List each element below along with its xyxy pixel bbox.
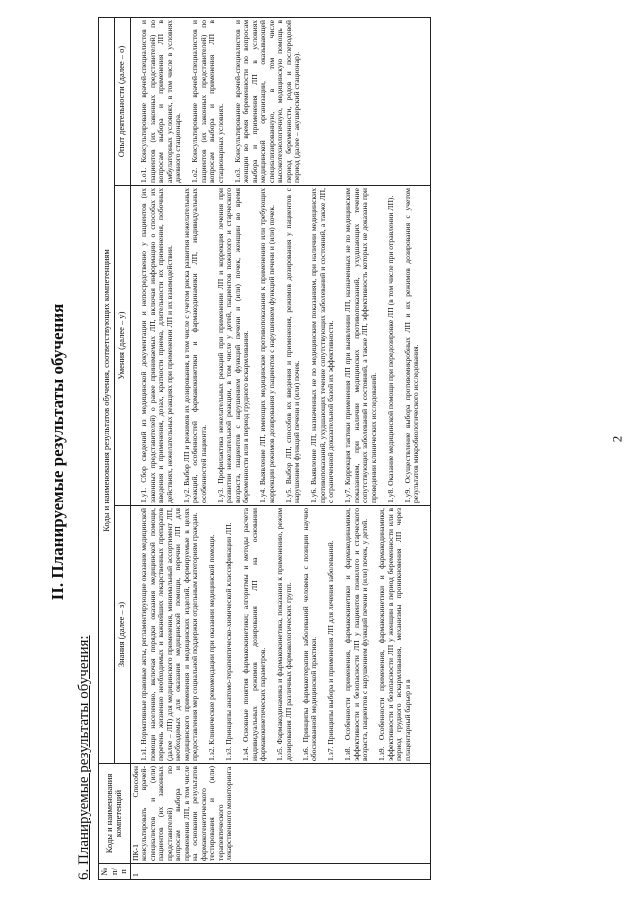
row-number: 1: [130, 864, 431, 880]
knowledge-item: 1.з5. Фармакодинамика и фармакокинетика, показания к применению, режим дозирования ЛП различных фармакологических групп.: [275, 508, 293, 761]
page-number: 2: [608, 435, 624, 443]
knowledge-item: 1.з6. Принципы фармакотерапии заболеваний человека с позиции научно обоснованной медицинской практики.: [300, 508, 319, 761]
experience-item: 1.о1. Консультирование врачей-специалистов и пациентов (их законных представителей) по вопросам выбора и применения ЛП в амбулаторных условиях, в том числе в условиях дневного стационара.: [139, 20, 183, 183]
skill-item: 1.у9. Осуществление выбора противомикробных ЛП и их режимов дозирования с учетом результатов микробиологического исследования.: [402, 188, 421, 503]
skill-item: 1.у3. Профилактика нежелательных реакций при применении ЛП и коррекция лечения при развитии нежелательной реакции, в том числе у детей, пациентов пожилого и старческого возраста, пациентов с нарушением функций печени и (или) почек, женщин во время беременности или в период грудного вскармливания.: [215, 188, 251, 503]
experience-item: 1.о3. Консультирование врачей-специалистов и женщин во время беременности по вопросам выбора и применения ЛП в условиях медицинской организации, оказывающей специализированную, в том числе высокотехнологичную, медицинскую помощь в период беременности, родов и послеродовой период (далее – акушерский стационар).: [232, 20, 302, 183]
table-header-row: [99, 18, 115, 880]
skill-item: 1.у4. Выявление ЛП, имеющих медицинские противопоказания к применению или требующих коррекции режимов дозирования у пациентов с нарушением функций печени и (или) почек.: [258, 188, 276, 503]
skill-item: 1.у2. Выбор ЛП и режимов их дозирования, в том числе с учетом риска развития нежелательных реакций, особенностей фармакокинетики и фармакодинамики ЛП, индивидуальных особенностей пациента.: [181, 188, 208, 503]
header-knowledge: Знания (далее – з): [114, 506, 130, 764]
table-subheader-row: [114, 18, 130, 880]
header-number: № п/п: [99, 864, 131, 880]
subsection-title-text: 6. Планируемые результаты обучения:: [76, 635, 92, 880]
knowledge-item: 1.з2. Клинические рекомендации при оказании медицинской помощи.: [207, 534, 217, 761]
competence-cell: ПК-1 Способен консультировать врачей-специалистов и (или) пациентов (их законных представителей) по вопросам выбора и применения ЛП, в том числе на основании результатов фармакогенетического тестирования и (или) терапевтического лекарственного мониторинга: [130, 764, 431, 864]
rotated-page-content: [40, 2, 600, 902]
learning-outcomes-table: [98, 17, 431, 880]
experience-item: 1.о2. Консультирование врачей-специалистов и пациентов (их законных представителей) по вопросам выбора и применения ЛП в стационарных условиях.: [190, 20, 225, 183]
section-title: II. Планируемые результаты обучения: [48, 303, 67, 601]
header-skills: Умения (далее – у): [114, 186, 130, 506]
experience-cell: [130, 18, 431, 186]
knowledge-item: 1.з4. Основные понятия фармакокинетики; алгоритмы и методы расчета индивидуальных режимов дозирования ЛП на основании фармакокинетических параметров.: [241, 508, 268, 761]
knowledge-item: 1.з9. Особенности применения, фармакокинетики и фармакодинамики, эффективности и безопасности ЛП у женщин в период беременности или в период грудного вскармливания, механизмы проникновения ЛП через плацентарный барьер и в: [377, 508, 412, 761]
table-row: [130, 18, 431, 880]
skills-cell: [130, 186, 431, 506]
knowledge-item: 1.з8. Особенности применения, фармакокинетики и фармакодинамики, эффективности и безопасности ЛП у пациентов пожилого и старческого возраста, пациентов с нарушением функций печени и (или) почек, у детей.: [343, 508, 370, 761]
skill-item: 1.у8. Оказание медицинской помощи при передозировке ЛП (в том числе при отравлении ЛП).: [385, 195, 395, 503]
subsection-title: [76, 635, 93, 880]
skill-item: 1.у6. Выявление ЛП, назначенных не по медицинским показаниям, при наличии медицинских противопоказаний, ухудшающих течение сопутствующих заболеваний и состояний, а также ЛП, с ограниченной доказательной базой их эффективности.: [309, 188, 336, 503]
knowledge-item: 1.з7. Принципы выбора и применения ЛП для лечения заболеваний.: [326, 540, 336, 761]
header-competence-code: Коды и наименования компетенций: [99, 764, 131, 864]
knowledge-cell: [130, 506, 431, 764]
knowledge-item: 1.з1. Нормативные правовые акты, регламентирующие оказание медицинской помощи населению, включая порядки оказания медицинской помощи, перечень жизненно необходимых и важнейших лекарственных препаратов (далее – ЛП) для медицинского применения, минимальный ассортимент ЛП, необходимых для оказания медицинской помощи, перечни ЛП для медицинского применения и медицинских изделий, формируемые в целях предоставления мер социальной поддержки отдельным категориям граждан.: [139, 508, 200, 761]
skill-item: 1.у7. Коррекция тактики применения ЛП при выявлении ЛП, назначенных не по медицинским показаниям, при наличии медицинских противопоказаний, ухудшающих течение сопутствующих заболеваний и состояний, а также ЛП, эффективность которых не доказана при проведении клинических исследований.: [343, 188, 378, 503]
knowledge-item: 1.з3. Принципы анатомо-терапевтическо-химической классификации ЛП.: [224, 522, 234, 761]
header-experience: Опыт деятельности (далее – о): [114, 18, 130, 186]
skill-item: 1.у5. Выбор ЛП, способов их введения и применения, режимов дозирования у пациентов с нарушением функций печени и (или) почек.: [283, 188, 302, 503]
skill-item: 1.у1. Сбор сведений из медицинской документации и непосредственно у пациентов (их законных представителей) о ранее принимаемых ЛП, включая информацию о способах их введения и применения, дозах, кратности приема, длительности их применения, побочных действиях, нежелательных реакциях при применении ЛП и их взаимодействии.: [139, 188, 174, 503]
header-outcomes-group: Коды и наименования результатов обучения, соответствующих компетенциям: [99, 18, 115, 764]
